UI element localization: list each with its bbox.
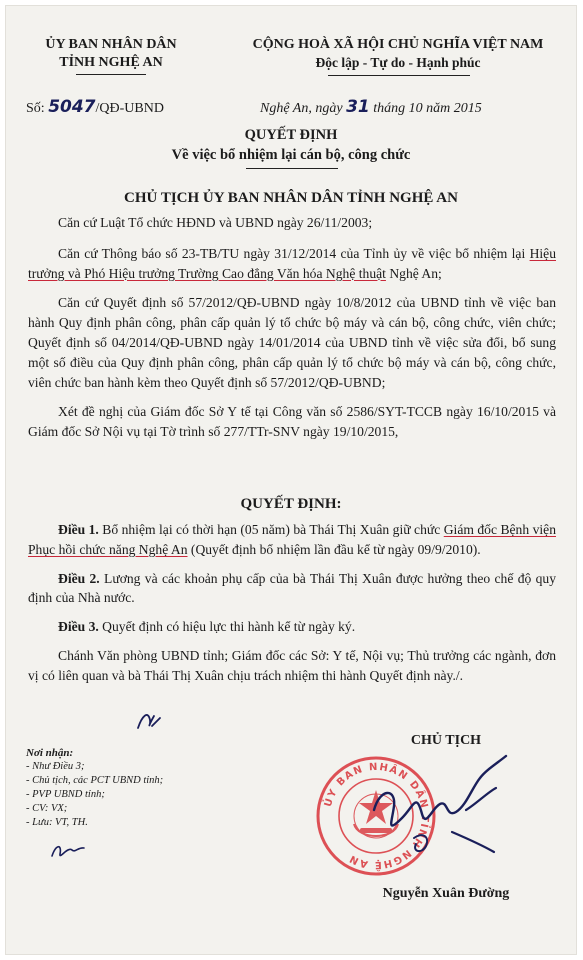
article-3-label: Điều 3. — [58, 619, 99, 635]
authority-heading: CHỦ TỊCH ỦY BAN NHÂN DÂN TỈNH NGHỆ AN — [124, 190, 458, 206]
notice-text: Căn cứ Thông báo số 23-TB/TU ngày 31/12/2014 của Tỉnh ủy về việc bổ nhiệm lại — [58, 245, 530, 261]
recipient-item: - Như Điều 3; — [26, 761, 85, 772]
issuing-organization — [16, 36, 206, 72]
place-suffix: tháng 10 năm 2015 — [373, 101, 482, 116]
seal-text: ỦY BAN NHÂN DÂN TỈNH NGHỆ AN — [322, 761, 431, 871]
preamble-notice — [28, 244, 556, 284]
article-1 — [28, 520, 556, 560]
national-motto — [228, 36, 568, 72]
motto-underline — [328, 75, 470, 76]
recipient-item: - PVP UBND tỉnh; — [26, 789, 105, 800]
recipient-item: - Chủ tịch, các PCT UBND tỉnh; — [26, 775, 164, 786]
article-1-end: (Quyết định bổ nhiệm lần đầu kể từ ngày 09/9/2010). — [187, 541, 481, 557]
notice-end: Nghệ An; — [385, 265, 442, 281]
recipients-heading: Nơi nhận: — [26, 747, 74, 759]
place-prefix: Nghệ An, ngày — [260, 101, 343, 116]
initial-mark-icon — [134, 706, 164, 734]
nation-line-1: CỘNG HOÀ XÃ HỘI CHỦ NGHĨA VIỆT NAM — [252, 37, 544, 52]
handwritten-day: 31 — [346, 97, 370, 117]
article-1-label: Điều 1. — [58, 522, 99, 537]
document-number — [26, 97, 164, 117]
document-page — [6, 6, 576, 954]
org-line-2: TỈNH NGHỆ AN — [59, 55, 163, 70]
preamble — [28, 213, 556, 442]
article-2-text: Lương và các khoản phụ cấp của bà Thái Thị Xuân được hưởng theo chế độ quy định của Nhà nước. — [28, 570, 557, 606]
article-1-text: Bổ nhiệm lại có thời hạn (05 năm) bà Thái Thị Xuân giữ chức — [98, 522, 444, 537]
article-2 — [28, 569, 556, 609]
signer-name: Nguyễn Xuân Đường — [382, 886, 510, 901]
article-2-label: Điều 2. — [58, 570, 100, 586]
article-1-underlined: Giám đốc Bệnh viện Phục hồi chức năng Nghệ An — [28, 522, 556, 557]
article-3 — [28, 617, 556, 637]
org-underline — [76, 74, 146, 75]
decide-heading: QUYẾT ĐỊNH: — [240, 496, 342, 512]
place-and-date — [260, 97, 482, 117]
article-execution: Chánh Văn phòng UBND tỉnh; Giám đốc các Sở: Y tế, Nội vụ; Thủ trưởng các ngành, đơn vị có liên quan và bà Thái Thị Xuân chịu trách nhiệm thi hành Quyết định này./. — [28, 647, 556, 683]
notice-underlined: Hiệu trưởng và Phó Hiệu trưởng Trường Cao đẳng Văn hóa Nghệ thuật — [28, 245, 556, 281]
preamble-proposal: Xét đề nghị của Giám đốc Sở Y tế tại Công văn số 2586/SYT-TCCB ngày 16/10/2015 và Giám đốc Sở Nội vụ tại Tờ trình số 277/TTr-SNV ngày 19/10/2015, — [28, 404, 556, 440]
number-suffix: /QĐ-UBND — [95, 101, 164, 116]
article-3-text: Quyết định có hiệu lực thi hành kể từ ngày ký. — [98, 619, 356, 635]
recipient-item: - Lưu: VT, TH. — [26, 817, 88, 828]
handwritten-initials-icon — [48, 838, 88, 864]
signer-title: CHỦ TỊCH — [410, 733, 482, 748]
subject-underline — [246, 168, 338, 169]
recipients-block — [26, 746, 163, 830]
handwritten-number: 5047 — [48, 97, 96, 117]
signature-scribble-icon — [356, 748, 526, 858]
decision-title: QUYẾT ĐỊNH — [244, 127, 338, 143]
number-prefix: Số: — [26, 101, 45, 116]
org-line-1: ỦY BAN NHÂN DÂN — [45, 37, 177, 52]
decision-subject: Về việc bổ nhiệm lại cán bộ, công chức — [171, 147, 411, 163]
articles — [28, 520, 556, 686]
preamble-law: Căn cứ Luật Tổ chức HĐND và UBND ngày 26/11/2003; — [58, 215, 373, 230]
recipient-item: - CV: VX; — [26, 803, 68, 814]
nation-line-2: Độc lập - Tự do - Hạnh phúc — [315, 55, 481, 70]
preamble-regulation: Căn cứ Quyết định số 57/2012/QĐ-UBND ngày 10/8/2012 của UBND tỉnh về việc ban hành Quy định phân công, phân cấp quản lý tổ chức bộ máy và cán bộ, công chức, viên chức; Quyết định số 04/2014/QĐ-UBND ngày 14/01/2014 của UBND tỉnh về việc sửa đổi, bổ sung một số điều của Quy định phân công, phân cấp quản lý tổ chức bộ máy và cán bộ, công chức, viên chức ban hành kèm theo Quyết định số 57/2012/QĐ-UBND; — [28, 295, 556, 390]
